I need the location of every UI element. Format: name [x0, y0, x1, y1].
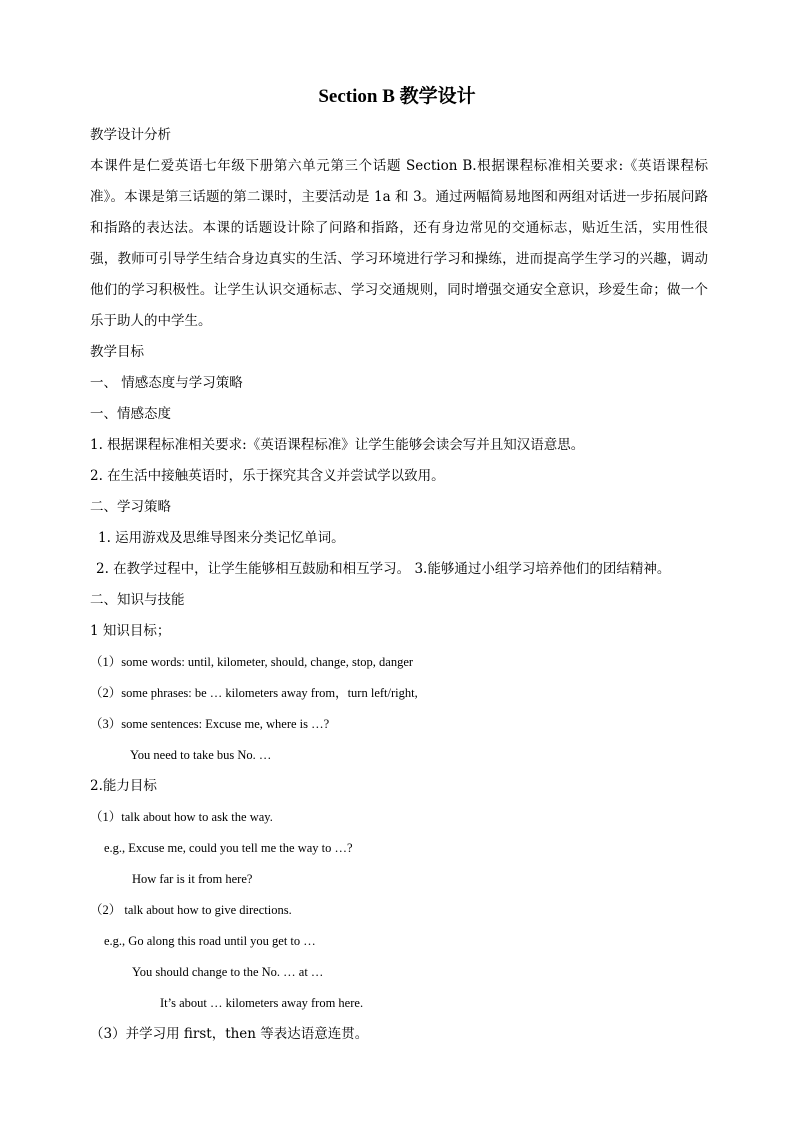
ability-example-1b: How far is it from here?	[132, 872, 253, 886]
heading-design-analysis: 教学设计分析	[90, 127, 171, 143]
attitude-item-1: 1. 根据课程标准相关要求:《英语课程标准》让学生能够会读会写并且知汉语意思。	[90, 437, 585, 453]
ability-example-2: e.g., Go along this road until you get to …	[104, 934, 316, 948]
document-title: Section B 教学设计	[318, 86, 476, 107]
heading-attitude-strategy: 一、 情感态度与学习策略	[90, 375, 243, 391]
ability-example-2b: You should change to the No. … at …	[132, 965, 324, 979]
knowledge-sentences: （3）some sentences: Excuse me, where is …?	[90, 717, 330, 731]
ability-item-2: （2） talk about how to give directions.	[90, 903, 292, 917]
ability-example-1: e.g., Excuse me, could you tell me the way to …?	[104, 841, 353, 855]
heading-attitude: 一、情感态度	[90, 406, 171, 422]
document-body	[90, 120, 708, 1050]
paragraph-analysis: 本课件是仁爱英语七年级下册第六单元第三个话题 Section B.根据课程标准相关要求:《英语课程标准》。本课是第三话题的第二课时，主要活动是 1a 和 3。通过两幅简易地图和两组对话进一步拓展问路和指路的表达法。本课的话题设计除了问路和指路，还有身边常见的交通标志，贴近生活，实用性很强，教师可引导学生结合身边真实的生活、学习环境进行学习和操练，进而提高学生学习的兴趣，调动他们的学习积极性。让学生认识交通标志、学习交通规则，同时增强交通安全意识，珍爱生命；做一个乐于助人的中学生。	[90, 158, 708, 329]
heading-knowledge-skills: 二、知识与技能	[90, 592, 185, 608]
heading-knowledge-goals: 1 知识目标；	[90, 623, 171, 639]
ability-item-3: （3）并学习用 first，then 等表达语意连贯。	[90, 1026, 369, 1042]
knowledge-phrases: （2）some phrases: be … kilometers away from，turn left/right,	[90, 686, 418, 700]
attitude-item-2: 2. 在生活中接触英语时，乐于探究其含义并尝试学以致用。	[90, 468, 445, 484]
knowledge-sentence-2: You need to take bus No. …	[130, 748, 272, 762]
heading-strategy: 二、学习策略	[90, 499, 171, 515]
ability-example-2c: It’s about … kilometers away from here.	[160, 996, 364, 1010]
ability-item-1: （1）talk about how to ask the way.	[90, 810, 273, 824]
strategy-item-2: 2. 在教学过程中，让学生能够相互鼓励和相互学习。 3.能够通过小组学习培养他们的团结精神。	[96, 561, 671, 577]
strategy-item-1: 1. 运用游戏及思维导图来分类记忆单词。	[98, 530, 345, 546]
heading-ability-goals: 2.能力目标	[90, 778, 157, 794]
knowledge-words: （1）some words: until, kilometer, should, change, stop, danger	[90, 655, 414, 669]
heading-teaching-goals: 教学目标	[90, 344, 144, 360]
